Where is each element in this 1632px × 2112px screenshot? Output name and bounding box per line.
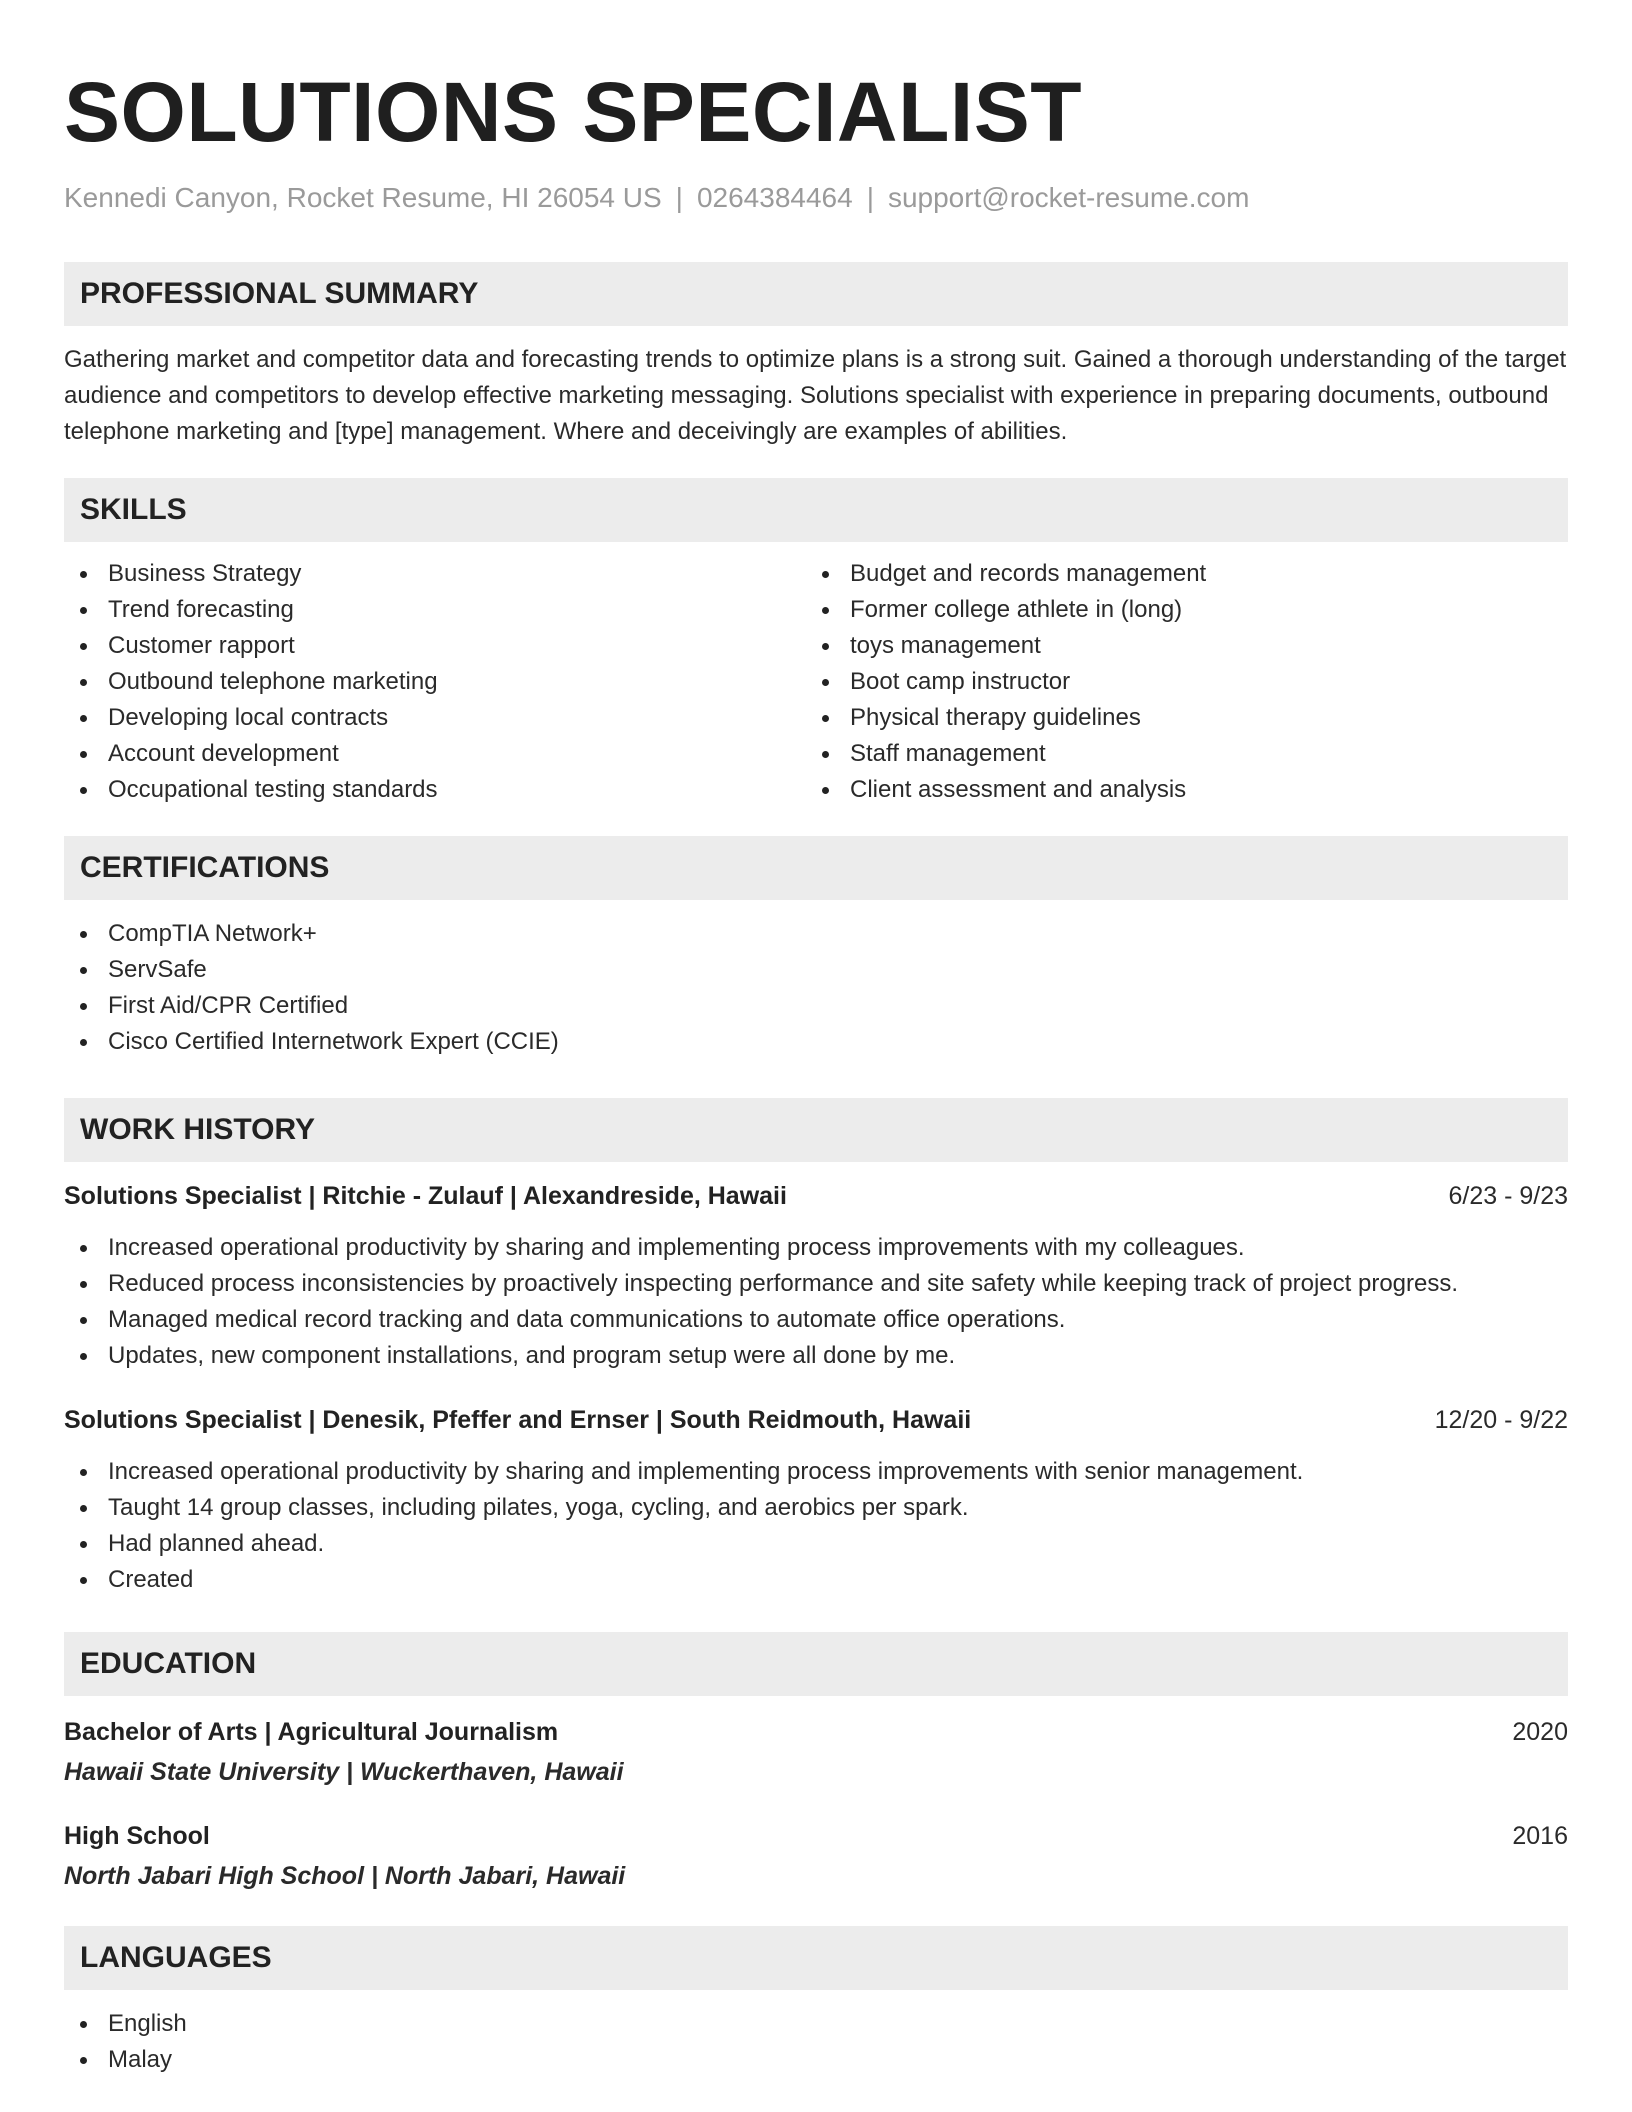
job-bullet: Had planned ahead. xyxy=(64,1526,1568,1562)
job-bullet: Taught 14 group classes, including pilates, yoga, cycling, and aerobics per spark. xyxy=(64,1490,1568,1526)
section-header-work-history: WORK HISTORY xyxy=(64,1098,1568,1162)
section-header-certifications: CERTIFICATIONS xyxy=(64,836,1568,900)
education-year: 2020 xyxy=(1512,1718,1568,1746)
skill-item: Trend forecasting xyxy=(64,592,806,628)
education-school: Hawaii State University | Wuckerthaven, Hawaii xyxy=(64,1758,624,1786)
contact-address: Kennedi Canyon, Rocket Resume, HI 26054 US xyxy=(64,182,662,213)
education-degree: Bachelor of Arts | Agricultural Journalism xyxy=(64,1718,559,1746)
skills-list-right xyxy=(806,556,1548,808)
job-heading-row xyxy=(64,1402,1568,1438)
certification-item: Cisco Certified Internetwork Expert (CCIE) xyxy=(64,1024,1568,1060)
contact-email: support@rocket-resume.com xyxy=(887,182,1250,213)
skills-list-left xyxy=(64,556,806,808)
job-bullet: Updates, new component installations, and program setup were all done by me. xyxy=(64,1338,1568,1374)
skill-item: Account development xyxy=(64,736,806,772)
language-item: English xyxy=(64,2006,1568,2042)
education-school: North Jabari High School | North Jabari, Hawaii xyxy=(64,1862,626,1890)
education-degree: High School xyxy=(64,1822,210,1850)
job-bullets xyxy=(64,1454,1568,1598)
summary-text: Gathering market and competitor data and forecasting trends to optimize plans is a strong suit. Gained a thorough understanding of the target audience and competitors to develop effective marketing messaging. Solutions specialist with experience in preparing documents, outbound telephone marketing and [type] management. Where and deceivingly are examples of abilities. xyxy=(64,346,1567,445)
certifications-list xyxy=(64,916,1568,1060)
education-heading-row xyxy=(64,1818,1568,1854)
skill-item: toys management xyxy=(806,628,1548,664)
section-header-skills: SKILLS xyxy=(64,478,1568,542)
contact-separator: | xyxy=(866,182,874,213)
skill-item: Occupational testing standards xyxy=(64,772,806,808)
contact-separator: | xyxy=(675,182,683,213)
candidate-name: SOLUTIONS SPECIALIST xyxy=(64,65,1083,159)
job-bullet: Reduced process inconsistencies by proactively inspecting performance and site safety while keeping track of project progress. xyxy=(64,1266,1568,1302)
certification-item: First Aid/CPR Certified xyxy=(64,988,1568,1024)
certification-item: CompTIA Network+ xyxy=(64,916,1568,952)
job-dates: 12/20 - 9/22 xyxy=(1434,1406,1568,1434)
skill-item: Business Strategy xyxy=(64,556,806,592)
certification-item: ServSafe xyxy=(64,952,1568,988)
job-dates: 6/23 - 9/23 xyxy=(1448,1182,1568,1210)
section-header-summary: PROFESSIONAL SUMMARY xyxy=(64,262,1568,326)
skill-item: Former college athlete in (long) xyxy=(806,592,1548,628)
job-bullet: Increased operational productivity by sharing and implementing process improvements with senior management. xyxy=(64,1454,1568,1490)
skill-item: Staff management xyxy=(806,736,1548,772)
skill-item: Boot camp instructor xyxy=(806,664,1548,700)
section-header-languages: LANGUAGES xyxy=(64,1926,1568,1990)
contact-line xyxy=(64,182,1568,214)
job-bullet: Created xyxy=(64,1562,1568,1598)
skill-item: Outbound telephone marketing xyxy=(64,664,806,700)
education-heading-row xyxy=(64,1714,1568,1750)
job-bullet: Managed medical record tracking and data communications to automate office operations. xyxy=(64,1302,1568,1338)
job-title: Solutions Specialist | Ritchie - Zulauf | Alexandreside, Hawaii xyxy=(64,1182,787,1210)
job-title: Solutions Specialist | Denesik, Pfeffer and Ernser | South Reidmouth, Hawaii xyxy=(64,1406,972,1434)
skill-item: Customer rapport xyxy=(64,628,806,664)
skills-grid xyxy=(64,556,1568,808)
section-header-education: EDUCATION xyxy=(64,1632,1568,1696)
skill-item: Client assessment and analysis xyxy=(806,772,1548,808)
education-year: 2016 xyxy=(1512,1822,1568,1850)
job-bullet: Increased operational productivity by sharing and implementing process improvements with my colleagues. xyxy=(64,1230,1568,1266)
job-heading-row xyxy=(64,1178,1568,1214)
job-bullets xyxy=(64,1230,1568,1374)
skill-item: Budget and records management xyxy=(806,556,1548,592)
skill-item: Physical therapy guidelines xyxy=(806,700,1548,736)
languages-list xyxy=(64,2006,1568,2078)
language-item: Malay xyxy=(64,2042,1568,2078)
contact-phone: 0264384464 xyxy=(696,182,853,213)
skill-item: Developing local contracts xyxy=(64,700,806,736)
